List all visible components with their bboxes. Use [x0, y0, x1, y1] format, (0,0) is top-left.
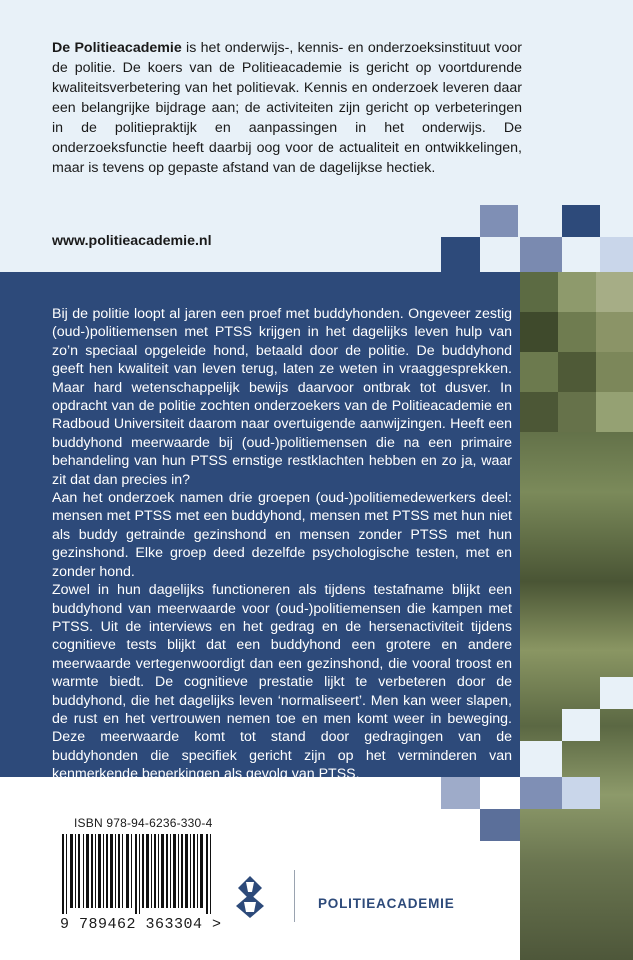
intro-body: is het onderwijs-, kennis- en onderzoeksinstituut voor de politie. De koers van de Politieacademie is gericht op voortdurende kwaliteitsverbetering van het politievak. Kennis en onderzoek leveren daar een belangrijke bijdrage aan; de activiteiten zijn gericht op verbeteringen in de politiepraktijk en aanpassingen in het onderwijs. De onderzoeksfunctie heeft daarbij oog voor de actualiteit en ontwikkelingen, maar is tevens op gepaste afstand van de dagelijkse hectiek. — [52, 40, 522, 176]
mosaic-tile — [480, 205, 518, 237]
mosaic-tile — [520, 741, 562, 777]
summary-paragraph: Bij de politie loopt al jaren een proef met buddyhonden. Ongeveer zestig (oud-)politiemensen met PTSS krijgen in het dagelijks leven hulp van zo’n speciaal opgeleide hond, betaald door de politie. De buddyhond geeft hen kwaliteit van leven terug, laten ze weten in vraaggesprekken. Maar hard wetenschappelijk bewijs daarvoor ontbrak tot dusver. In opdracht van de politie zochten onderzoekers van de Politieacademie en Radboud Universiteit daarom naar overtuigende aanwijzingen. Heeft een buddyhond meerwaarde bij (oud-)politiemensen die na een primaire behandeling van hun PTSS ernstige restklachten hebben en zo ja, waar zit dat dan precies in? — [52, 306, 512, 488]
summary-text — [52, 305, 512, 784]
photo-pixel — [558, 392, 596, 432]
barcode-digits: 9 789462 363304 > — [60, 916, 222, 933]
photo-pixel — [596, 272, 633, 312]
mosaic-tile — [600, 237, 633, 272]
logo-divider — [294, 870, 295, 922]
photo-pixel — [558, 352, 596, 392]
isbn-label: ISBN 978-94-6236-330-4 — [74, 816, 213, 830]
photo-pixel — [520, 312, 558, 352]
summary-paragraph: Zowel in hun dagelijks functioneren als tijdens testafname blijkt een buddyhond van meerwaarde voor (oud-)politiemensen die kampen met PTSS. Uit de interviews en het gedrag en de hersenactiviteit tijdens cognitieve tests blijkt dat een buddyhond een grotere en andere meerwaarde vertegenwoordigt dan een gezinshond, die vooral troost en warmte biedt. De cognitieve prestatie lijkt te verbeteren door de buddyhond, die het dagelijks leven ‘normaliseert’. Men kan weer slapen, de rust en het vertrouwen nemen toe en men komt weer in beweging. Deze meerwaarde komt tot stand door gedragingen van de buddyhonden die specifiek gericht zijn op het verminderen van kenmerkende beperkingen als gevolg van PTSS. — [52, 582, 512, 783]
intro-brand: De Politieacademie — [52, 40, 182, 56]
photo-pixel — [520, 352, 558, 392]
photo-pixel — [558, 272, 596, 312]
police-emblem-icon — [232, 874, 268, 920]
photo-pixel — [596, 312, 633, 352]
publisher-name: POLITIEACADEMIE — [318, 896, 455, 911]
mosaic-tile — [562, 777, 600, 809]
mosaic-tile — [520, 237, 562, 272]
summary-paragraph: Aan het onderzoek namen drie groepen (oud-)politiemedewerkers deel: mensen met PTSS met een buddyhond, mensen met PTSS met hun niet als buddy getrainde gezinshond en mensen zonder PTSS met hun gezinshond. Elke groep deed dezelfde psychologische testen, met en zonder hond. — [52, 490, 512, 580]
photo-pixel — [558, 312, 596, 352]
photo-pixel — [596, 392, 633, 432]
photo-pixel — [520, 392, 558, 432]
website-link[interactable]: www.politieacademie.nl — [52, 233, 212, 249]
mosaic-tile — [520, 777, 562, 809]
mosaic-tile — [562, 205, 600, 237]
mosaic-tile — [562, 709, 600, 741]
mosaic-tile — [441, 237, 480, 272]
photo-pixel — [520, 272, 558, 312]
intro-text — [52, 38, 522, 178]
barcode-icon — [62, 834, 212, 914]
mosaic-tile — [600, 677, 633, 709]
photo-pixel — [596, 352, 633, 392]
mosaic-tile — [480, 809, 520, 841]
